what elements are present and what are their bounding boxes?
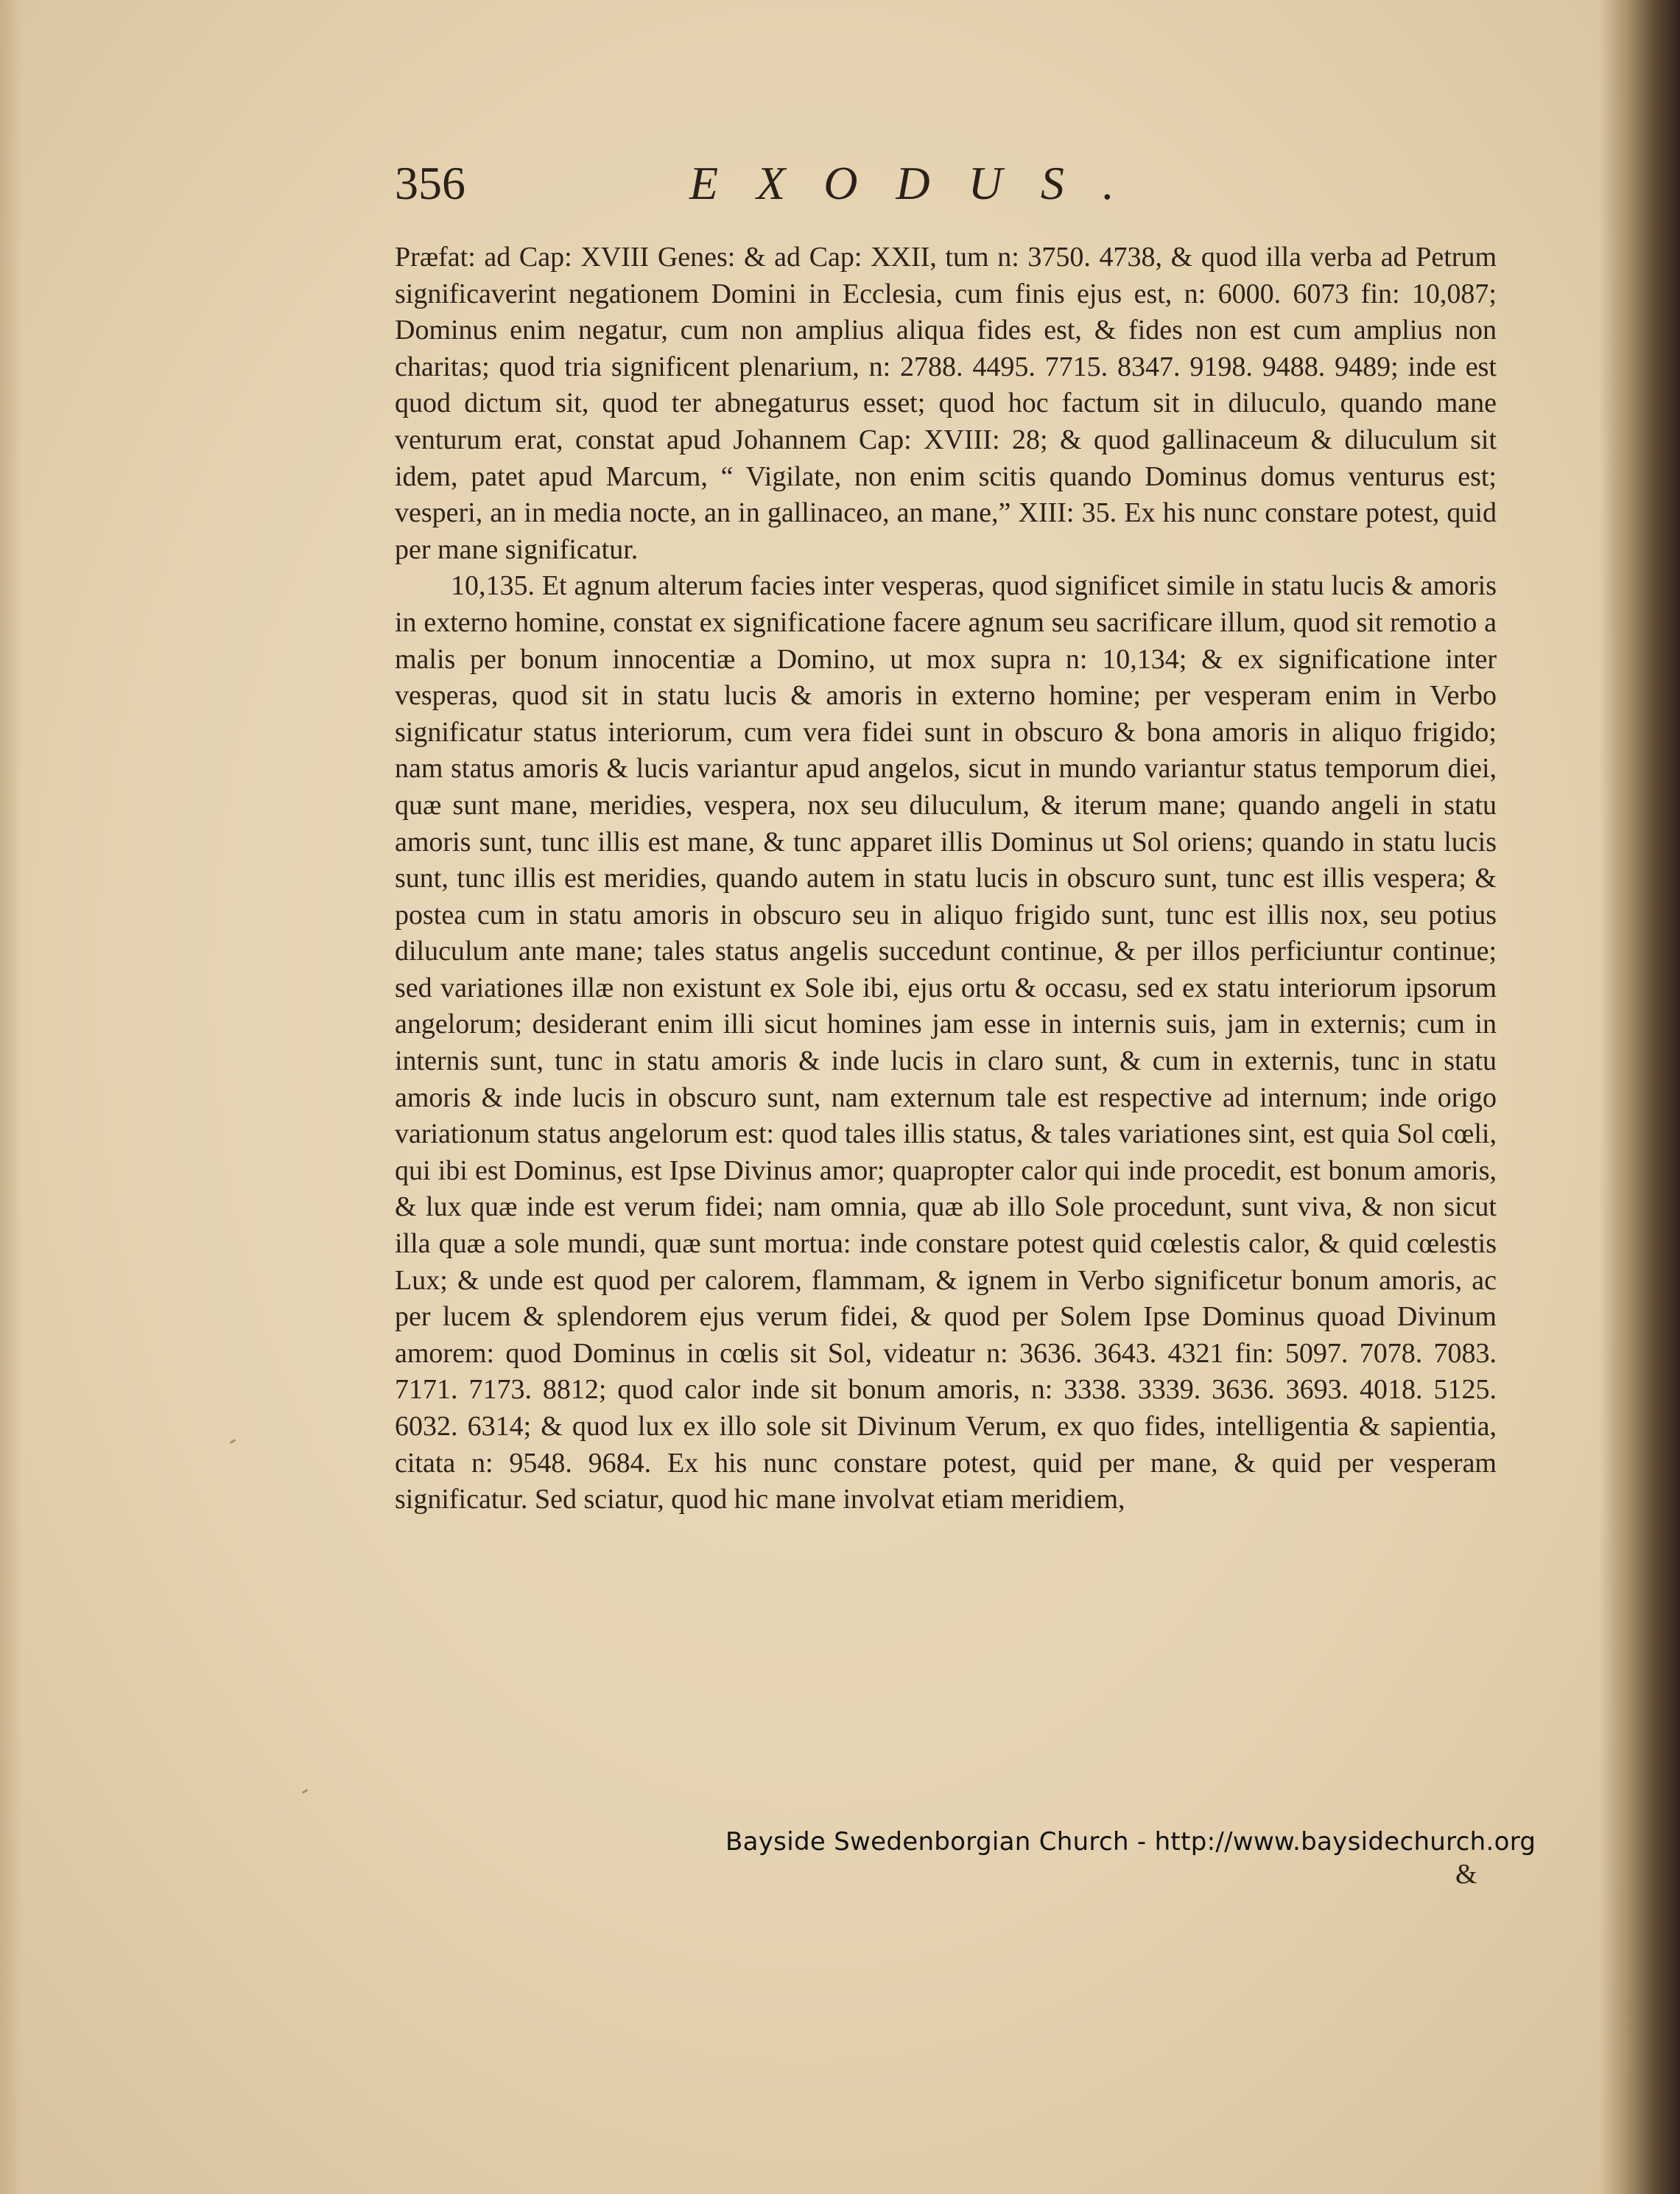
body-text xyxy=(395,239,1497,1518)
book-binding-shadow xyxy=(1599,0,1680,2194)
paper-speck xyxy=(230,1439,236,1444)
watermark-footer: Bayside Swedenborgian Church - http://www.baysidechurch.org xyxy=(725,1827,1536,1857)
paper-speck xyxy=(302,1789,308,1794)
running-head xyxy=(395,156,1522,222)
book-title: EXODUS. xyxy=(689,157,1153,209)
page-number: 356 xyxy=(395,157,465,209)
catchword: & xyxy=(1455,1859,1477,1890)
paragraph-continuation: Præfat: ad Cap: XVIII Genes: & ad Cap: XXII, tum n: 3750. 4738, & quod illa verba ad Petrum significaverint negationem Domini in Ecclesia, cum finis ejus est, n: 6000. 6073 fin: 10,087; Dominus enim negatur, cum non amplius aliqua fides est, & fides non est cum amplius non charitas; quod tria significent plenarium, n: 2788. 4495. 7715. 8347. 9198. 9488. 9489; inde est quod dictum sit, quod ter abnegaturus esset; quod hoc factum sit in diluculo, quando mane venturum erat, constat apud Johannem Cap: XVIII: 28; & quod gallinaceum & diluculum sit idem, patet apud Marcum, “ Vigilate, non enim scitis quando Dominus domus venturus est; vesperi, an in media nocte, an in gallinaceo, an mane,” XIII: 35. Ex his nunc constare potest, quid per mane significatur. xyxy=(395,242,1497,565)
paragraph-10135: 10,135. Et agnum alterum facies inter vesperas, quod significet simile in statu lucis & amoris in externo homine, constat ex significatione facere agnum seu sacrificare illum, quod sit remotio a malis per bonum innocentiæ a Domino, ut mox supra n: 10,134; & ex significatione inter vesperas, quod sit in statu lucis & amoris in externo homine; per vesperam enim in Verbo significatur status interiorum, cum vera fidei sunt in obscuro & bona amoris in aliquo frigido; nam status amoris & lucis variantur apud angelos, sicut in mundo variantur status temporum diei, quæ sunt mane, meridies, vespera, nox seu diluculum, & iterum mane; quando angeli in statu amoris sunt, tunc illis est mane, & tunc apparet illis Dominus ut Sol oriens; quando in statu lucis sunt, tunc illis est meridies, quando autem in statu lucis in obscuro sunt, tunc est illis vespera; & postea cum in statu amoris in obscuro seu in aliquo frigido sunt, tunc est illis nox, seu potius diluculum ante mane; tales status angelis succedunt continue, & per illos perficiuntur continue; sed variationes illæ non existunt ex Sole ibi, ejus ortu & occasu, sed ex statu interiorum ipsorum angelorum; desiderant enim illi sicut homines jam esse in internis suis, jam in externis; cum in internis sunt, tunc in statu amoris & inde lucis in claro sunt, & cum in externis, tunc in statu amoris & inde lucis in obscuro sunt, nam externum tale est respective ad internum; inde origo variationum status angelorum est: quod tales illis status, & tales variationes sint, est quia Sol cœli, qui ibi est Dominus, est Ipse Divinus amor; quapropter calor qui inde procedit, est bonum amoris, & lux quæ inde est verum fidei; nam omnia, quæ ab illo Sole procedunt, sunt viva, & non sicut illa quæ a sole mundi, quæ sunt mortua: inde constare potest quid cœlestis calor, & quid cœlestis Lux; & unde est quod per calorem, flammam, & ignem in Verbo significetur bonum amoris, ac per lucem & splendorem ejus verum fidei, & quod per Solem Ipse Dominus quoad Divinum amorem: quod Dominus in cœlis sit Sol, videatur n: 3636. 3643. 4321 fin: 5097. 7078. 7083. 7171. 7173. 8812; quod calor inde sit bonum amoris, n: 3338. 3339. 3636. 3693. 4018. 5125. 6032. 6314; & quod lux ex illo sole sit Divinum Verum, ex quo fides, intelligentia & sapientia, citata n: 9548. 9684. Ex his nunc constare potest, quid per mane, & quid per vesperam significatur. Sed sciatur, quod hic mane involvat etiam meridiem, xyxy=(395,570,1497,1515)
page-edge-shadow xyxy=(0,0,22,2194)
